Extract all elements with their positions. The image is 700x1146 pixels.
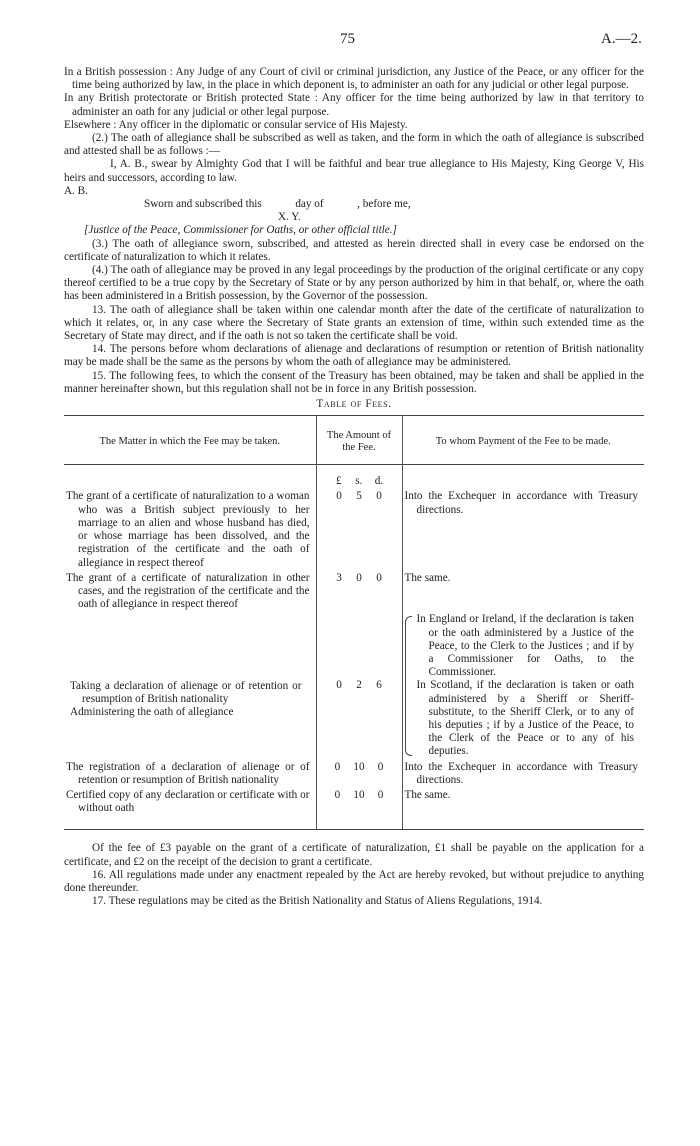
oath-text: I, A. B., swear by Almighty God that I will be faithful and bear true allegiance to His Majesty, King George V, His heirs and successors, according to law. xyxy=(64,158,644,184)
fee-pounds: 0 xyxy=(334,760,341,773)
document-body xyxy=(64,66,644,908)
fee-shillings: 10 xyxy=(353,788,365,801)
fee-pence: 0 xyxy=(376,490,382,503)
unit-pence: d. xyxy=(374,475,384,488)
fee-pence: 6 xyxy=(376,679,382,692)
units-row xyxy=(64,465,644,490)
table-row xyxy=(64,788,644,830)
regulation-16: 16. All regulations made under any enactment repealed by the Act are hereby revoked, but without prejudice to anything done thereunder. xyxy=(64,868,644,894)
fee-matter: Taking a declaration of alienage or of retention or resumption of British nationality xyxy=(70,679,302,705)
fee-shillings: 5 xyxy=(356,490,362,503)
officer-protectorate: In any British protectorate or British protected State : Any officer for the time being authorized by law in that territory to administer an oath for any judicial or other legal purpose. xyxy=(64,92,644,118)
fee-pence: 0 xyxy=(377,788,384,801)
regulation-15: 15. The following fees, to which the consent of the Treasury has been obtained, may be taken and shall be applied in the manner hereinafter shown, but this regulation shall not be in force in any British possession. xyxy=(64,369,644,395)
page-number: 75 xyxy=(340,31,355,47)
fee-shillings: 10 xyxy=(353,760,365,773)
fee-payment: In England or Ireland, if the declaration is taken or the oath administered by a Justice of the Peace, to the Clerk to the Justices ; and if by a Commissioner for Oaths, to the Commissioner. xyxy=(416,613,634,679)
paragraph-3: (3.) The oath of allegiance sworn, subscribed, and attested as herein directed shall in every case be endorsed on the certificate of naturalization to which it relates. xyxy=(64,237,644,263)
paragraph-2: (2.) The oath of allegiance shall be subscribed as well as taken, and the form in which the oath of allegiance is subscribed and attested shall be as follows :— xyxy=(64,132,644,158)
fee-pence: 0 xyxy=(376,571,382,584)
fee-shillings: 0 xyxy=(356,571,362,584)
paragraph-4: (4.) The oath of allegiance may be proved in any legal proceedings by the production of the original certificate or any copy thereof certified to be a true copy by the Secretary of State or by any person authorized by him in that behalf, or, where the oath has been administered in a British possession, by the Governor of the possession. xyxy=(64,264,644,303)
fee-pounds: 3 xyxy=(336,571,342,584)
fee-note: Of the fee of £3 payable on the grant of a certificate of naturalization, £1 shall be payable on the application for a certificate, and £2 on the receipt of the decision to grant a certificate. xyxy=(64,842,644,868)
fee-matter: The registration of a declaration of alienage or of retention or resumption of British nationality xyxy=(66,760,310,786)
fee-matter: The grant of a certificate of naturalization in other cases, and the registration of the certificate and the oath of allegiance in respect thereof xyxy=(66,571,310,611)
regulation-13: 13. The oath of allegiance shall be taken within one calendar month after the date of the certificate of naturalization to which it relates, or, in any case where the Secretary of State grants an extension of time, within such extended time as the Secretary of State may direct, and if the oath is not so taken the certificate shall be void. xyxy=(64,303,644,343)
header-amount: The Amount of the Fee. xyxy=(316,416,402,465)
fee-pence: 0 xyxy=(377,760,384,773)
header-matter: The Matter in which the Fee may be taken. xyxy=(64,416,316,465)
officer-possession: In a British possession : Any Judge of any Court of civil or criminal jurisdiction, any Justice of the Peace, or any officer for the time being authorized by law, in the place in which deponent is, to administer an oath for any judicial or other legal purpose. xyxy=(64,66,644,92)
fee-pounds: 0 xyxy=(334,788,341,801)
unit-shillings: s. xyxy=(355,475,363,488)
fee-shillings: 2 xyxy=(356,679,362,692)
table-title: Table of Fees. xyxy=(316,398,392,411)
signature-ab: A. B. xyxy=(64,184,88,197)
brace-mark xyxy=(405,616,412,755)
fees-table xyxy=(64,415,644,830)
fee-payment: Into the Exchequer in accordance with Treasury directions. xyxy=(404,760,638,786)
fee-matter: Certified copy of any declaration or certificate with or without oath xyxy=(64,788,316,830)
fee-pounds: 0 xyxy=(336,490,342,503)
officer-elsewhere: Elsewhere : Any officer in the diplomatic or consular service of His Majesty. xyxy=(64,118,408,131)
unit-pounds: £ xyxy=(336,475,342,488)
table-row xyxy=(64,612,644,759)
table-row xyxy=(64,760,644,788)
fee-matter: The grant of a certificate of naturalization to a woman who was a British subject previously to her marriage to an alien and whose husband has died, or whose marriage has been dissolved, and the registration of the certificate and the oath of allegiance in respect thereof xyxy=(66,490,310,569)
document-reference: A.—2. xyxy=(601,31,642,47)
signature-xy: X. Y. xyxy=(278,211,301,224)
fee-payment: Into the Exchequer in accordance with Treasury directions. xyxy=(404,490,638,516)
header-payment: To whom Payment of the Fee to be made. xyxy=(402,416,644,465)
fee-payment: The same. xyxy=(404,571,451,584)
regulation-17: 17. These regulations may be cited as the British Nationality and Status of Aliens Regulations, 1914. xyxy=(92,895,543,908)
official-title-line: [Justice of the Peace, Commissioner for Oaths, or other official title.] xyxy=(84,224,397,237)
fee-matter-secondary: Administering the oath of allegiance xyxy=(70,706,234,719)
sworn-line: Sworn and subscribed this day of , before me, xyxy=(144,198,411,211)
regulation-14: 14. The persons before whom declarations of alienage and declarations of resumption or retention of British nationality may be made shall be the same as the persons by whom the oath of allegiance may be administered. xyxy=(64,343,644,369)
table-row xyxy=(64,489,644,570)
table-row xyxy=(64,571,644,613)
fee-payment: The same. xyxy=(402,788,644,830)
table-header-row xyxy=(64,416,644,465)
fee-payment-secondary: In Scotland, if the declaration is taken or oath administered by a Sheriff or Sheriff-substitute, to the Sheriff Clerk, or to any of his deputies ; if by a Justice of the Peace, to the Clerk of the Peace or to any of his deputies. xyxy=(416,679,634,758)
fee-pounds: 0 xyxy=(336,679,342,692)
